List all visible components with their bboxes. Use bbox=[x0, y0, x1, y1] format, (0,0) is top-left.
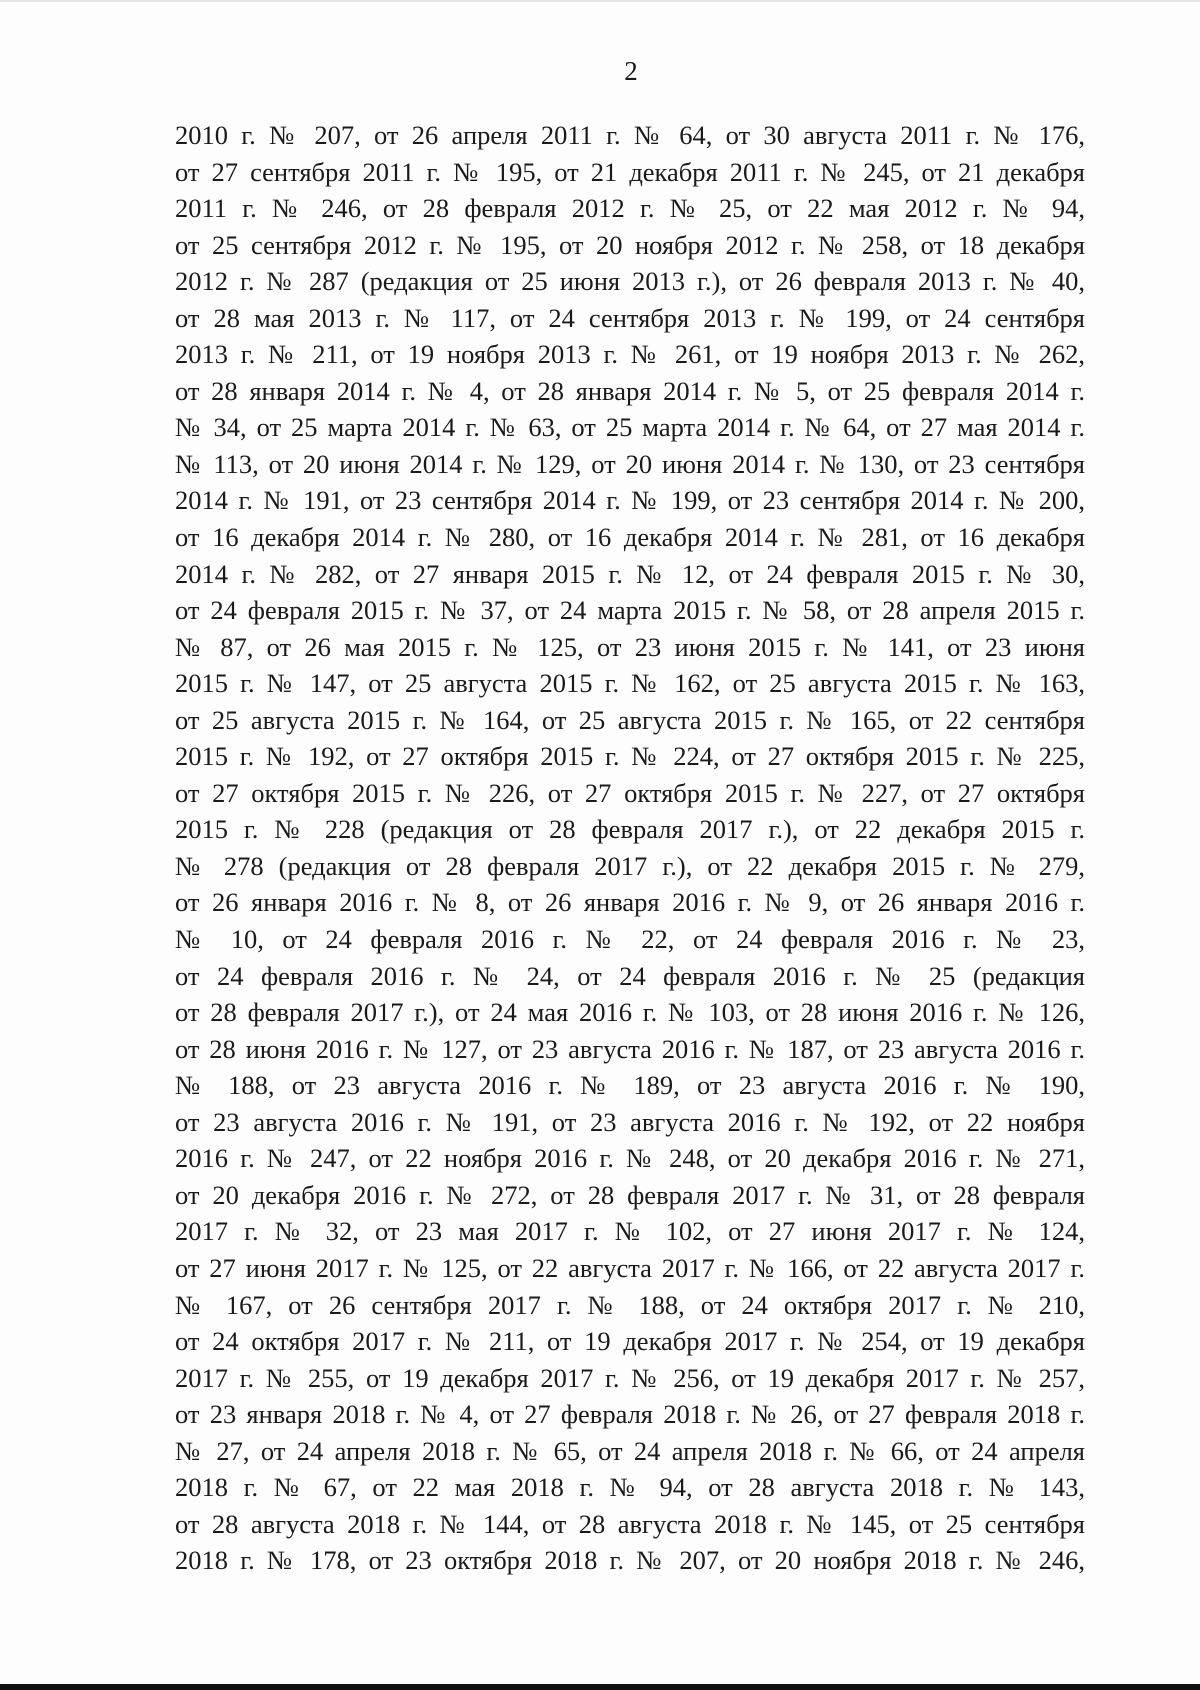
text-line: 2010 г. № 207, от 26 апреля 2011 г. № 64, от 30 августа 2011 г. № 176, bbox=[175, 120, 1085, 150]
text-line: от 28 февраля 2017 г.), от 24 мая 2016 г. № 103, от 28 июня 2016 г. № 126, bbox=[175, 997, 1085, 1028]
text-line: 2015 г. № 147, от 25 августа 2015 г. № 162, от 25 августа 2015 г. № 163, bbox=[175, 668, 1085, 699]
text-line: № 113, от 20 июня 2014 г. № 129, от 20 июня 2014 г. № 130, от 23 сентября bbox=[175, 448, 1085, 479]
text-line: 2012 г. № 287 (редакция от 25 июня 2013 г.), от 26 февраля 2013 г. № 40, bbox=[175, 266, 1085, 297]
text-line: от 28 мая 2013 г. № 117, от 24 сентября 2013 г. № 199, от 24 сентября bbox=[175, 302, 1085, 333]
text-line: от 28 июня 2016 г. № 127, от 23 августа 2016 г. № 187, от 23 августа 2016 г. bbox=[175, 1033, 1085, 1064]
text-line: № 87, от 26 мая 2015 г. № 125, от 23 июня 2015 г. № 141, от 23 июня bbox=[175, 631, 1085, 662]
text-line: от 26 января 2016 г. № 8, от 26 января 2016 г. № 9, от 26 января 2016 г. bbox=[175, 887, 1085, 918]
text-line: от 23 января 2018 г. № 4, от 27 февраля 2018 г. № 26, от 27 февраля 2018 г. bbox=[175, 1399, 1085, 1430]
text-line: от 27 октября 2015 г. № 226, от 27 октября 2015 г. № 227, от 27 октября bbox=[175, 777, 1085, 808]
text-line: от 23 августа 2016 г. № 191, от 23 августа 2016 г. № 192, от 22 ноября bbox=[175, 1106, 1085, 1137]
page-top-edge bbox=[0, 0, 1200, 2]
text-line: № 10, от 24 февраля 2016 г. № 22, от 24 февраля 2016 г. № 23, bbox=[175, 924, 1085, 955]
text-line: от 27 сентября 2011 г. № 195, от 21 декабря 2011 г. № 245, от 21 декабря bbox=[175, 156, 1085, 187]
text-line: от 24 февраля 2016 г. № 24, от 24 февраля 2016 г. № 25 (редакция bbox=[175, 960, 1085, 991]
text-line: № 188, от 23 августа 2016 г. № 189, от 23 августа 2016 г. № 190, bbox=[175, 1070, 1085, 1101]
text-line: № 278 (редакция от 28 февраля 2017 г.), от 22 декабря 2015 г. № 279, bbox=[175, 850, 1085, 881]
text-line: от 25 августа 2015 г. № 164, от 25 августа 2015 г. № 165, от 22 сентября bbox=[175, 704, 1085, 735]
text-line: № 167, от 26 сентября 2017 г. № 188, от 24 октября 2017 г. № 210, bbox=[175, 1289, 1085, 1320]
text-line: от 16 декабря 2014 г. № 280, от 16 декабря 2014 г. № 281, от 16 декабря bbox=[175, 522, 1085, 553]
text-line: 2017 г. № 255, от 19 декабря 2017 г. № 256, от 19 декабря 2017 г. № 257, bbox=[175, 1362, 1085, 1393]
text-line: 2014 г. № 282, от 27 января 2015 г. № 12, от 24 февраля 2015 г. № 30, bbox=[175, 558, 1085, 589]
page-number: 2 bbox=[624, 56, 638, 86]
text-line: № 27, от 24 апреля 2018 г. № 65, от 24 апреля 2018 г. № 66, от 24 апреля bbox=[175, 1435, 1085, 1466]
text-line: 2016 г. № 247, от 22 ноября 2016 г. № 248, от 20 декабря 2016 г. № 271, bbox=[175, 1143, 1085, 1174]
text-line: 2015 г. № 228 (редакция от 28 февраля 2017 г.), от 22 декабря 2015 г. bbox=[175, 814, 1085, 845]
text-line: от 20 декабря 2016 г. № 272, от 28 февраля 2017 г. № 31, от 28 февраля bbox=[175, 1179, 1085, 1210]
text-line: от 28 января 2014 г. № 4, от 28 января 2014 г. № 5, от 25 февраля 2014 г. bbox=[175, 375, 1085, 406]
text-line: от 25 сентября 2012 г. № 195, от 20 ноября 2012 г. № 258, от 18 декабря bbox=[175, 229, 1085, 260]
scan-bottom-border bbox=[0, 1684, 1200, 1690]
text-line: № 34, от 25 марта 2014 г. № 63, от 25 марта 2014 г. № 64, от 27 мая 2014 г. bbox=[175, 412, 1085, 443]
text-line: 2014 г. № 191, от 23 сентября 2014 г. № 199, от 23 сентября 2014 г. № 200, bbox=[175, 485, 1085, 516]
text-line: от 24 октября 2017 г. № 211, от 19 декабря 2017 г. № 254, от 19 декабря bbox=[175, 1326, 1085, 1357]
text-line: 2018 г. № 178, от 23 октября 2018 г. № 207, от 20 ноября 2018 г. № 246, bbox=[175, 1545, 1085, 1576]
text-line: 2011 г. № 246, от 28 февраля 2012 г. № 25, от 22 мая 2012 г. № 94, bbox=[175, 193, 1085, 224]
document-body-text bbox=[175, 117, 1085, 1579]
text-line: 2013 г. № 211, от 19 ноября 2013 г. № 261, от 19 ноября 2013 г. № 262, bbox=[175, 339, 1085, 370]
text-line: от 28 августа 2018 г. № 144, от 28 августа 2018 г. № 145, от 25 сентября bbox=[175, 1508, 1085, 1539]
text-line: от 24 февраля 2015 г. № 37, от 24 марта 2015 г. № 58, от 28 апреля 2015 г. bbox=[175, 595, 1085, 626]
text-line: 2017 г. № 32, от 23 мая 2017 г. № 102, от 27 июня 2017 г. № 124, bbox=[175, 1216, 1085, 1247]
text-line: от 27 июня 2017 г. № 125, от 22 августа 2017 г. № 166, от 22 августа 2017 г. bbox=[175, 1252, 1085, 1283]
text-line: 2015 г. № 192, от 27 октября 2015 г. № 224, от 27 октября 2015 г. № 225, bbox=[175, 741, 1085, 772]
text-line: 2018 г. № 67, от 22 мая 2018 г. № 94, от 28 августа 2018 г. № 143, bbox=[175, 1472, 1085, 1503]
